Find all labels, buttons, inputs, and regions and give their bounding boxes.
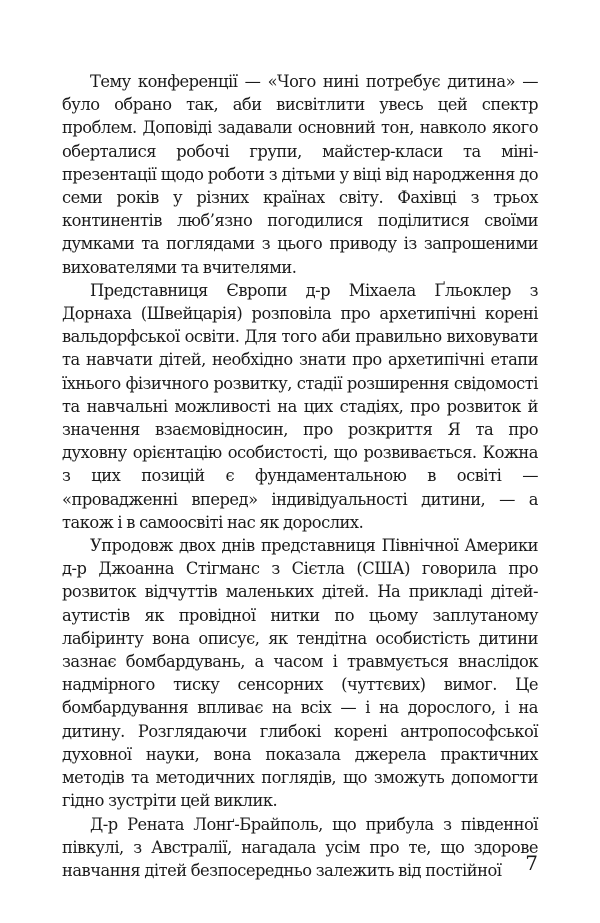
page-body: [62, 70, 538, 882]
page-number: 7: [525, 851, 538, 875]
paragraph-2: Представниця Європи д-р Міхаела Ґльоклер з Дорнаха (Швейцарія) розповіла про архетипічні корені вальдорфської освіти. Для того аби правильно виховувати та навчати дітей, необхідно знати про архетипічні етапи їхнього фізичного розвитку, стадії розширення свідомості та навчальні можливості на цих стадіях, про розвиток й значення взаємовідносин, про розкриття Я та про духовну орієнтацію особистості, що розвивається. Кожна з цих позицій є фундаментальною в освіті — «провадженні вперед» індивідуальності дитини, — а також і в самоосвіті нас як дорослих.: [62, 280, 538, 532]
paragraph-3: Упродовж двох днів представниця Північної Америки д-р Джоанна Стігманс з Сієтла (США) говорила про розвиток відчуттів маленьких дітей. На прикладі дітей-аутистів як провідної нитки по цьому заплутаному лабіринту вона описує, як тендітна особистість дитини зазнає бомбардувань, а часом і травмується внаслідок надмірного тиску сенсорних (чуттєвих) вимог. Це бомбардування впливає на всіх — і на дорослого, і на дитину. Розглядаючи глибокі корені антропософської духовної науки, вона показала джерела практичних методів та методичних поглядів, що зможуть допомогти гідно зустріти цей виклик.: [62, 536, 538, 811]
paragraph-4: Д-р Рената Лонґ-Брайполь, що прибула з південної півкулі, з Австралії, нагадала усім про те, що здорове навчання дітей безпосередньо залежить від постійної: [62, 814, 538, 880]
paragraph-1: Тему конференції — «Чого нині потребує дитина» — було обрано так, аби висвітлити увесь цей спектр проблем. Доповіді задавали основний тон, навколо якого оберталися робочі групи, майстер-класи та міні-презентації щодо роботи з дітьми у віці від народження до семи років у різних країнах світу. Фахівці з трьох континентів люб’язно погодилися поділитися своїми думками та поглядами з цього приводу із запрошеними вихователями та вчителями.: [62, 72, 538, 277]
